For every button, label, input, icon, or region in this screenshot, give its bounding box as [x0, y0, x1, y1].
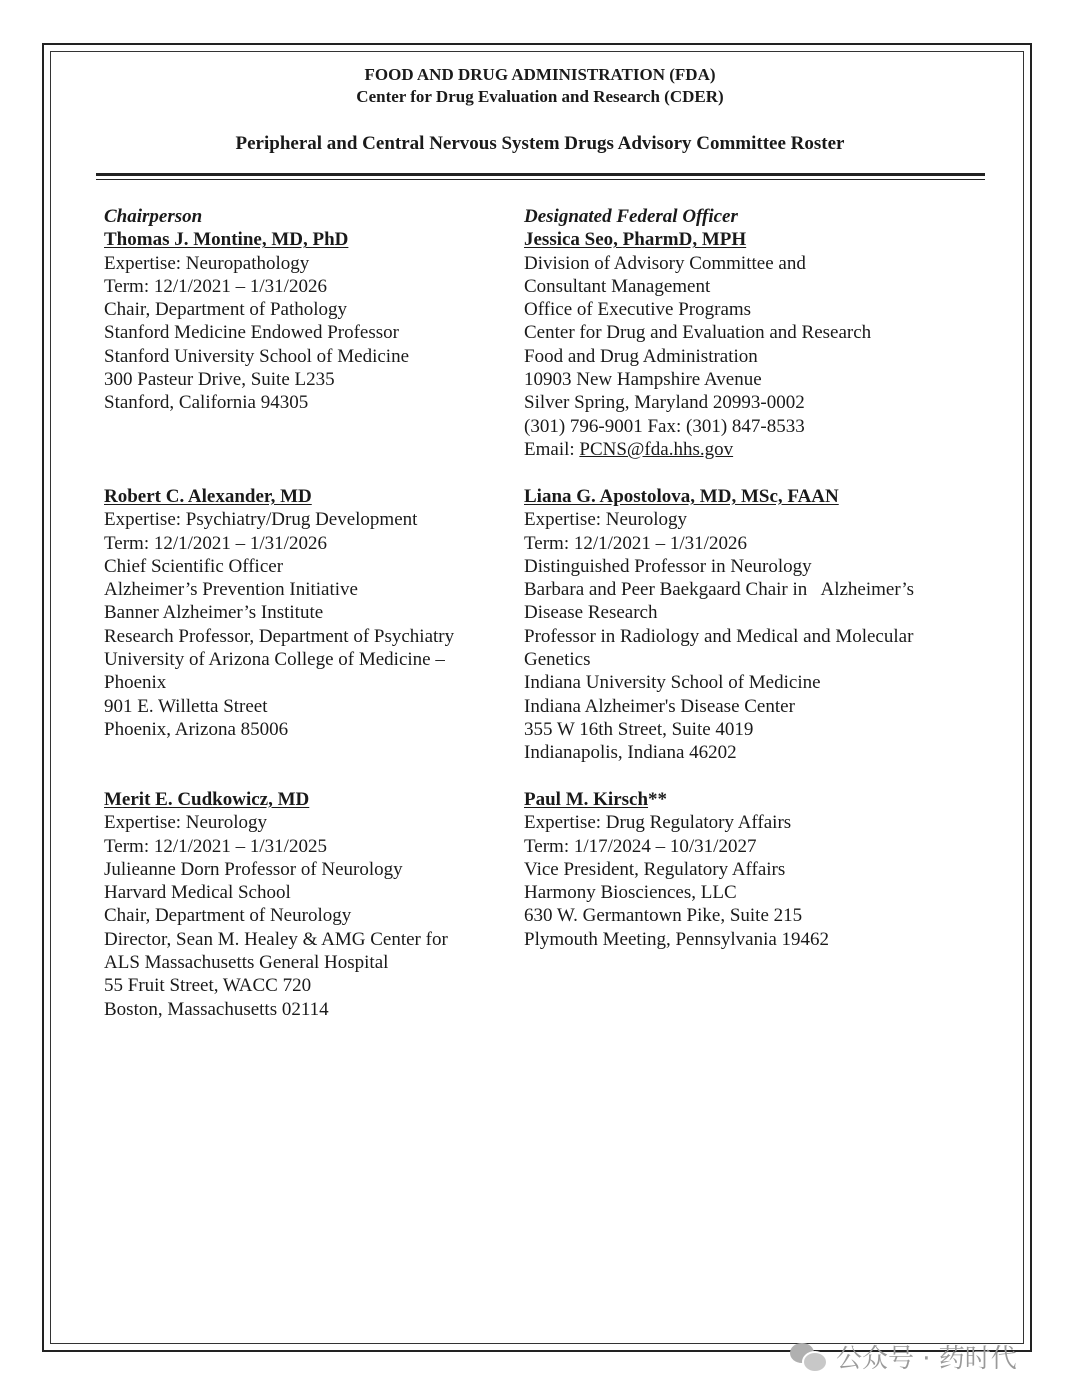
- detail-line: Term: 12/1/2021 – 1/31/2026: [524, 532, 747, 554]
- member-entry-apostolova: [524, 485, 914, 765]
- chairperson-entry: [104, 205, 409, 415]
- detail-line: Professor in Radiology and Medical and Molecular: [524, 625, 914, 647]
- email-label: Email:: [524, 438, 580, 460]
- detail-line: Office of Executive Programs: [524, 299, 752, 321]
- detail-line: Vice President, Regulatory Affairs: [524, 858, 786, 880]
- detail-line: Stanford University School of Medicine: [104, 345, 410, 367]
- detail-line: Alzheimer’s Prevention Initiative: [104, 579, 358, 601]
- detail-line: Indiana Alzheimer's Disease Center: [524, 695, 795, 717]
- detail-line: Stanford, California 94305: [104, 392, 309, 414]
- watermark: [790, 1336, 1017, 1376]
- member-name: Merit E. Cudkowicz, MD: [104, 789, 310, 810]
- member-name: Paul M. Kirsch: [524, 789, 649, 810]
- roster-title: Peripheral and Central Nervous System Drugs Advisory Committee Roster: [235, 133, 845, 154]
- detail-line: Chair, Department of Neurology: [104, 905, 352, 927]
- detail-line: Phoenix, Arizona 85006: [104, 718, 289, 740]
- detail-line: 10903 New Hampshire Avenue: [524, 369, 762, 391]
- detail-line: Center for Drug and Evaluation and Research: [524, 322, 872, 344]
- dfo-entry: [524, 205, 871, 461]
- detail-line: Term: 12/1/2021 – 1/31/2026: [104, 532, 327, 554]
- detail-line: Expertise: Psychiatry/Drug Development: [104, 509, 418, 531]
- detail-line: Expertise: Drug Regulatory Affairs: [524, 812, 792, 834]
- detail-line: Expertise: Neurology: [104, 812, 268, 834]
- detail-line: Indiana University School of Medicine: [524, 672, 821, 694]
- center-heading: Center for Drug Evaluation and Research (CDER): [356, 87, 724, 106]
- detail-line: 630 W. Germantown Pike, Suite 215: [524, 905, 803, 927]
- detail-line: Term: 1/17/2024 – 10/31/2027: [524, 835, 757, 857]
- detail-line: 901 E. Willetta Street: [104, 695, 268, 717]
- email-link[interactable]: PCNS@fda.hhs.gov: [579, 438, 734, 460]
- detail-line: Plymouth Meeting, Pennsylvania 19462: [524, 928, 830, 950]
- detail-line: Harvard Medical School: [104, 882, 291, 904]
- detail-line: 355 W 16th Street, Suite 4019: [524, 718, 754, 740]
- detail-line: Boston, Massachusetts 02114: [104, 998, 329, 1020]
- detail-line: Phoenix: [104, 672, 167, 694]
- detail-line: Director, Sean M. Healey & AMG Center for: [104, 928, 448, 950]
- member-name: Jessica Seo, PharmD, MPH: [524, 229, 747, 251]
- detail-line: Distinguished Professor in Neurology: [524, 555, 812, 577]
- detail-line: Indianapolis, Indiana 46202: [524, 742, 737, 764]
- detail-line: Expertise: Neurology: [524, 509, 688, 531]
- detail-line: Expertise: Neuropathology: [104, 252, 310, 274]
- agency-heading: FOOD AND DRUG ADMINISTRATION (FDA): [364, 65, 716, 84]
- header-divider: [96, 173, 985, 180]
- detail-line: Stanford Medicine Endowed Professor: [104, 322, 399, 344]
- detail-line: Chief Scientific Officer: [104, 555, 284, 577]
- detail-line: 55 Fruit Street, WACC 720: [104, 975, 312, 997]
- detail-line: Research Professor, Department of Psychiatry: [104, 625, 455, 647]
- detail-line: Harmony Biosciences, LLC: [524, 882, 737, 904]
- detail-line: University of Arizona College of Medicine –: [104, 649, 445, 671]
- role-label: Designated Federal Officer: [524, 206, 738, 227]
- detail-line: Banner Alzheimer’s Institute: [104, 602, 324, 624]
- footnote-marker: **: [648, 789, 668, 810]
- detail-line: 300 Pasteur Drive, Suite L235: [104, 369, 335, 391]
- detail-line: Disease Research: [524, 602, 658, 624]
- detail-line: Genetics: [524, 649, 591, 671]
- detail-line: Food and Drug Administration: [524, 345, 758, 367]
- wechat-icon: [790, 1341, 826, 1371]
- detail-line: Division of Advisory Committee and: [524, 252, 806, 274]
- member-entry-kirsch: [524, 788, 829, 951]
- detail-line: Consultant Management: [524, 275, 711, 297]
- member-name: Liana G. Apostolova, MD, MSc, FAAN: [524, 486, 839, 507]
- watermark-text: 公众号 · 药时代: [836, 1343, 1017, 1374]
- member-name: Robert C. Alexander, MD: [104, 486, 312, 507]
- member-name: Thomas J. Montine, MD, PhD: [104, 229, 349, 251]
- email-line: [524, 438, 871, 461]
- detail-line: Barbara and Peer Baekgaard Chair in Alzheimer’s: [524, 579, 915, 601]
- detail-line: ALS Massachusetts General Hospital: [104, 952, 389, 974]
- detail-line: Chair, Department of Pathology: [104, 299, 348, 321]
- detail-line: Term: 12/1/2021 – 1/31/2026: [104, 275, 327, 297]
- detail-line: Julieanne Dorn Professor of Neurology: [104, 858, 403, 880]
- member-entry-cudkowicz: [104, 788, 448, 1021]
- detail-line: Silver Spring, Maryland 20993-0002: [524, 392, 805, 414]
- member-entry-alexander: [104, 485, 454, 741]
- detail-line: (301) 796-9001 Fax: (301) 847-8533: [524, 415, 805, 437]
- role-label: Chairperson: [104, 206, 203, 227]
- detail-line: Term: 12/1/2021 – 1/31/2025: [104, 835, 327, 857]
